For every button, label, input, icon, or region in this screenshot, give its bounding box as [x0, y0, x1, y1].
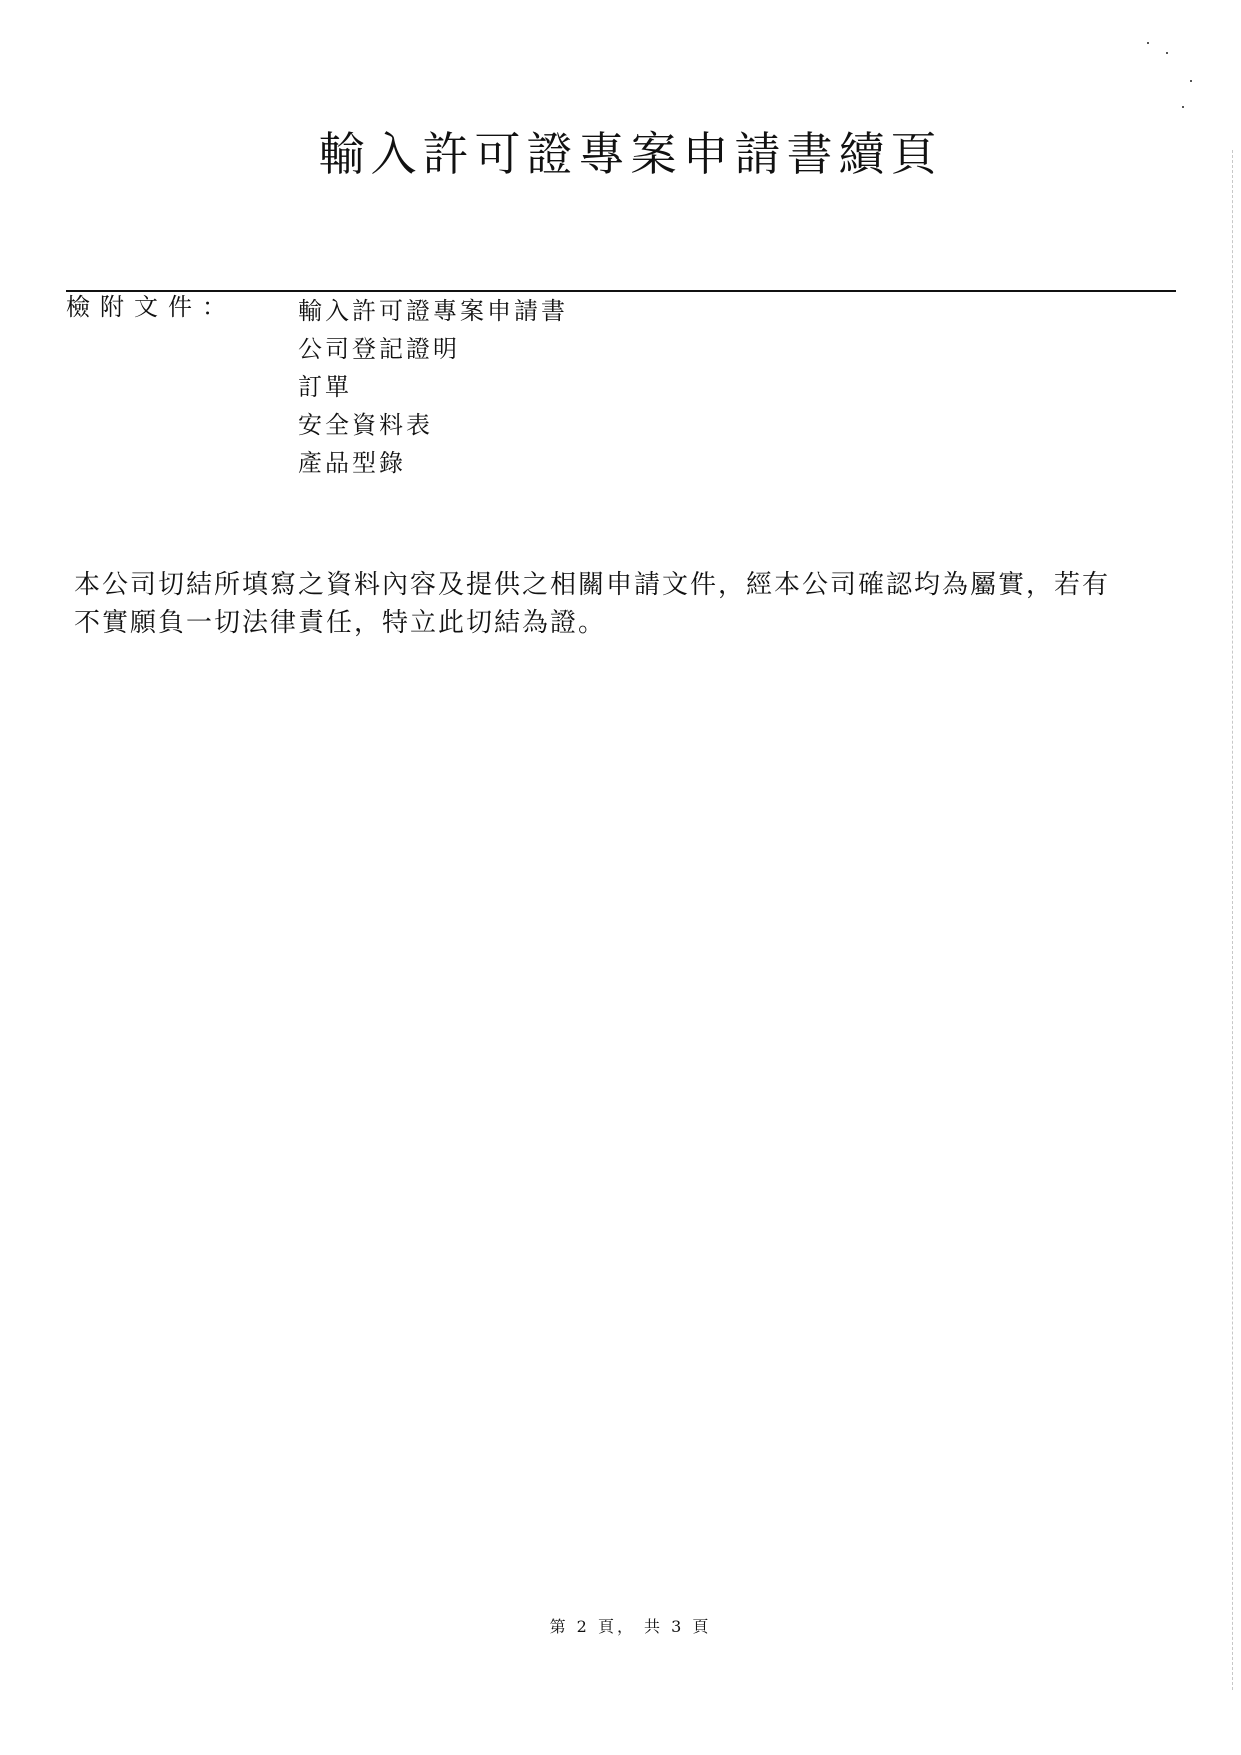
attachment-item: 產品型錄 [298, 449, 406, 477]
attachment-item: 輸入許可證專案申請書 [298, 297, 568, 325]
attachments-label: 檢附文件： [66, 293, 236, 321]
attachment-item: 公司登記證明 [298, 335, 460, 363]
attachment-item: 安全資料表 [298, 411, 433, 439]
attachments-list [298, 292, 568, 482]
scan-speck [1166, 52, 1168, 54]
document-title: 輸入許可證專案申請書續頁 [318, 127, 943, 181]
page-number-footer: 第 2 頁， 共 3 頁 [549, 1617, 712, 1636]
scan-speck [1190, 80, 1192, 82]
scan-edge-artifact [1232, 150, 1233, 1690]
attachment-item: 訂單 [298, 373, 352, 401]
scan-speck [1182, 106, 1184, 108]
declaration-paragraph: 本公司切結所填寫之資料內容及提供之相關申請文件，經本公司確認均為屬實，若有不實願負一切法律責任，特立此切結為證。 [74, 570, 1111, 638]
scan-speck [1147, 42, 1149, 44]
